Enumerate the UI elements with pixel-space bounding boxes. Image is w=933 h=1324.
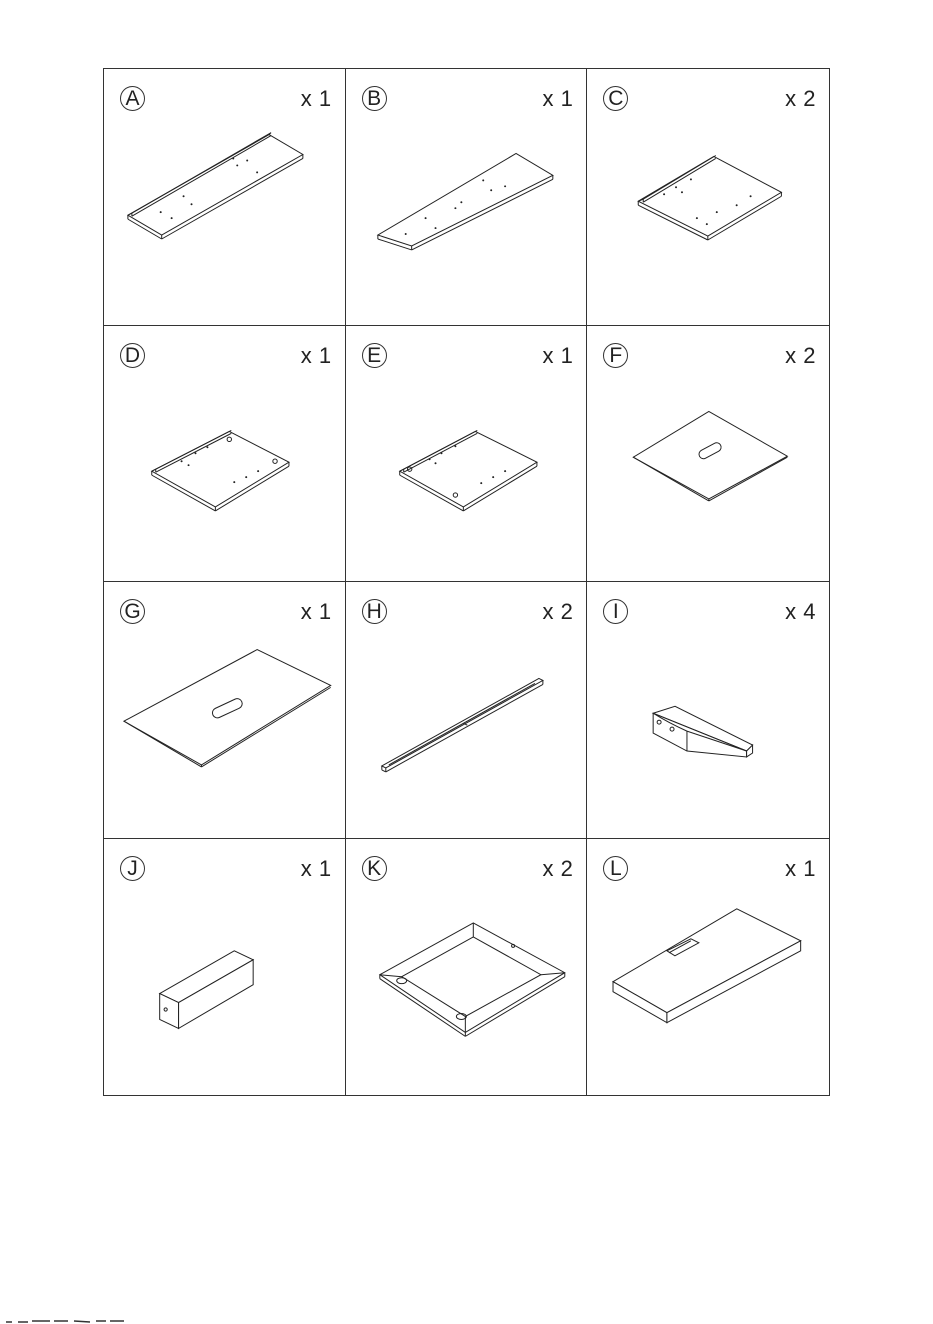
part-cell-b bbox=[346, 69, 588, 326]
part-letter: D bbox=[120, 343, 145, 368]
part-cell-a bbox=[104, 69, 346, 326]
part-cell-g bbox=[104, 582, 346, 839]
part-letter: C bbox=[603, 86, 628, 111]
long-flat-panel-icon bbox=[346, 69, 587, 325]
shelf-panel-with-holes-icon bbox=[346, 326, 587, 582]
part-cell-i bbox=[587, 582, 829, 839]
part-quantity: x 1 bbox=[785, 855, 816, 881]
part-quantity: x 2 bbox=[542, 855, 574, 881]
part-quantity: x 1 bbox=[300, 342, 332, 368]
part-quantity: x 2 bbox=[785, 86, 816, 111]
part-letter: L bbox=[603, 856, 628, 881]
tapered-leg-icon bbox=[587, 582, 829, 838]
part-cell-h bbox=[346, 582, 588, 839]
square-frame-icon bbox=[346, 839, 587, 1096]
part-cell-c bbox=[587, 69, 829, 326]
part-quantity: x 1 bbox=[300, 599, 332, 624]
square-block-icon bbox=[104, 839, 345, 1096]
part-letter: E bbox=[362, 343, 387, 368]
part-quantity: x 1 bbox=[300, 86, 332, 111]
part-cell-d bbox=[104, 326, 346, 583]
part-quantity: x 1 bbox=[542, 86, 574, 111]
part-quantity: x 2 bbox=[542, 599, 574, 624]
large-sheet-with-slot-icon bbox=[104, 582, 345, 838]
footer-mark bbox=[6, 1318, 146, 1324]
part-letter: F bbox=[603, 343, 628, 368]
part-cell-f bbox=[587, 326, 829, 583]
part-letter: J bbox=[120, 856, 145, 881]
thick-board-with-handle-slot-icon bbox=[587, 839, 829, 1096]
panel-with-rail-icon bbox=[587, 69, 829, 325]
part-cell-e bbox=[346, 326, 588, 583]
part-cell-l bbox=[587, 839, 829, 1096]
part-letter: K bbox=[362, 856, 387, 881]
part-letter: G bbox=[120, 599, 145, 624]
sheet-with-slot-icon bbox=[587, 326, 829, 582]
part-quantity: x 2 bbox=[785, 342, 816, 368]
part-quantity: x 1 bbox=[542, 342, 574, 368]
part-cell-k bbox=[346, 839, 588, 1096]
part-cell-j bbox=[104, 839, 346, 1096]
long-panel-with-rail-icon bbox=[104, 69, 345, 325]
part-letter: I bbox=[603, 599, 628, 624]
part-quantity: x 1 bbox=[300, 855, 332, 881]
long-rail-icon bbox=[346, 582, 587, 838]
parts-grid bbox=[103, 68, 830, 1096]
part-quantity: x 4 bbox=[785, 599, 816, 624]
part-letter: H bbox=[362, 599, 387, 624]
shelf-panel-with-holes-icon bbox=[104, 326, 345, 582]
part-letter: B bbox=[362, 86, 387, 111]
part-letter: A bbox=[120, 86, 145, 111]
